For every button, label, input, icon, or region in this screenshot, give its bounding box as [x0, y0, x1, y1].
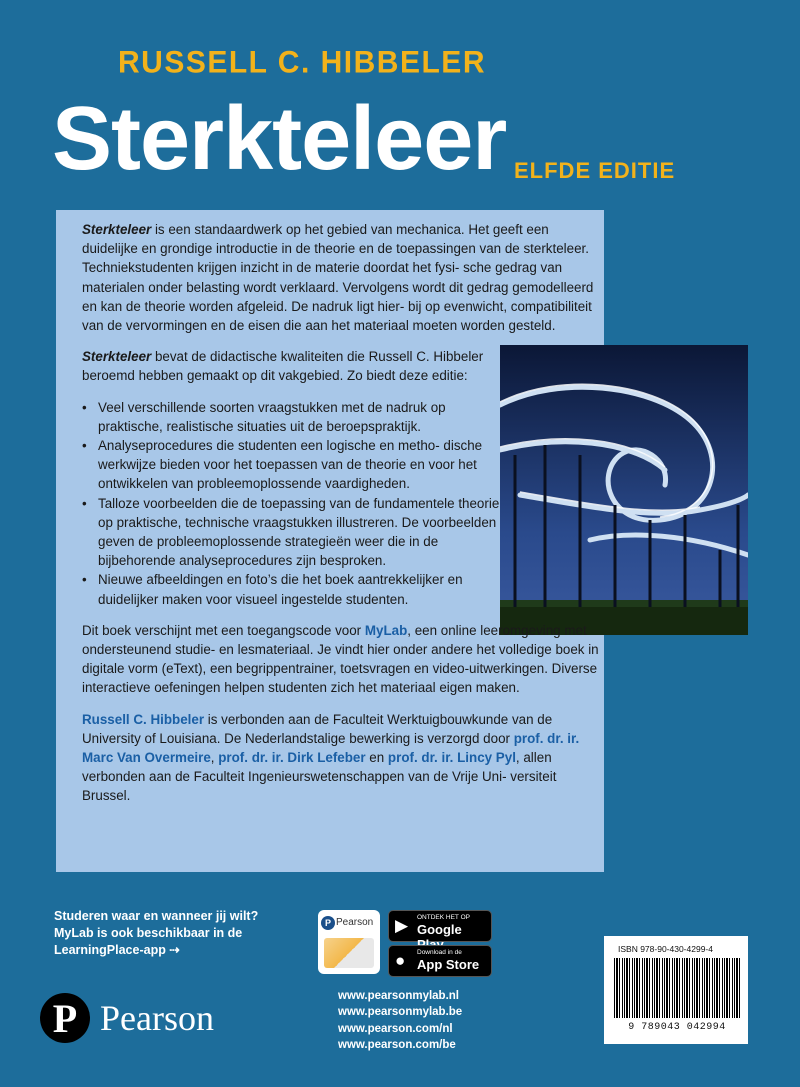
editor-name: prof. dr. ir. Dirk Lefeber — [218, 750, 366, 766]
url-link[interactable]: www.pearsonmylab.be — [338, 1006, 463, 1019]
app-store-label: App Store — [417, 957, 480, 972]
intro-paragraph — [82, 220, 602, 335]
list-item: • Analyseprocedures die studenten een logische en metho- dische werkwijze bieden voor het toepassen van de theorie en voor het ontwikkelen van probleemoplossende vaardigheden. — [82, 436, 500, 494]
app-store-small-text: Download in de — [417, 949, 462, 956]
list-item: • Veel verschillende soorten vraagstukken met de nadruk op praktische, realistische situaties uit de beroepspraktijk. — [82, 398, 500, 436]
url-link[interactable]: www.pearsonmylab.nl — [338, 990, 459, 1002]
ean-number: 9 789043 042994 — [628, 1022, 726, 1033]
isbn-label: ISBN 978-90-430-4299-4 — [618, 944, 713, 954]
list-item: • Nieuwe afbeeldingen en foto’s die het boek aantrekkelijker en duidelijker maken voor visueel ingestelde studenten. — [82, 570, 500, 608]
mylab-paragraph — [82, 621, 602, 698]
app-promo-text — [54, 908, 284, 959]
pearson-wordmark: Pearson — [100, 998, 214, 1038]
url-link[interactable]: www.pearson.com/be — [338, 1039, 456, 1052]
separator: en — [365, 750, 388, 766]
mylab-text-a: Dit boek verschijnt met een toegangscode voor — [82, 622, 365, 638]
map-icon — [324, 938, 374, 968]
barcode-bars — [614, 958, 740, 1018]
apple-icon: ● — [395, 951, 406, 970]
promo-line: Studeren waar en wanneer jij wilt? — [54, 909, 259, 923]
barcode-block — [604, 936, 748, 1044]
title-mention: Sterkteleer — [82, 349, 152, 365]
authors-text-b: , allen verbonden aan de Faculteit Ingenieurswetenschappen van de Vrije Uni- versiteit Brussel. — [82, 750, 557, 804]
google-play-small-text: ONTDEK HET OP — [417, 914, 470, 921]
list-item: • Talloze voorbeelden die de toepassing van de fundamentele theorie op praktische, technische vraagstukken illustreren. De voorbeelden geven de probleemoplossende strategieën weer die in de bijbehorende analyseprocedures zijn besproken. — [82, 494, 500, 571]
author-name: RUSSELL C. HIBBELER — [118, 45, 486, 80]
authors-paragraph — [82, 710, 602, 806]
promo-line: MyLab is ook beschikbaar in de — [54, 926, 243, 940]
mylab-text-b: , een online leeromgeving met ondersteunend studie- en lesmateriaal. Je vindt hier onder andere het volledige boek in digitale vorm (eText), een begrippentrainer, toetsvragen en video-uitwerkingen. Diverse interactieve oefeningen helpen studenten zich het materiaal eigen maken. — [82, 622, 599, 696]
separator: , — [210, 750, 219, 766]
play-store-icon: ▶ — [395, 916, 409, 935]
author-mention: Russell C. Hibbeler — [82, 711, 205, 727]
mylab-link: MyLab — [364, 622, 408, 638]
url-link[interactable]: www.pearson.com/nl — [338, 1022, 453, 1035]
book-title: Sterkteleer — [52, 89, 507, 189]
google-play-badge[interactable] — [388, 910, 492, 942]
pearson-logo-icon: P — [40, 993, 90, 1043]
pearson-logo — [40, 990, 214, 1046]
title-mention: Sterkteleer — [82, 222, 152, 237]
intro-text: is een standaardwerk op het gebied van mechanica. Het geeft een duidelijke en grondige introductie in de theorie en de toepassingen van de sterkteleer. Techniekstudenten krijgen inzicht in de materie doordat het fysi- sche gedrag van materialen onder belasting wordt verklaard. Vervolgens wordt dit gedrag gemodelleerd en kan de theorie worden afgeleid. De nadruk ligt hier- bij op evenwicht, compatibiliteit van de vervormingen en de eisen die aan het materiaal moeten worden gesteld. — [82, 222, 594, 334]
learningplace-app-icon[interactable] — [318, 910, 380, 974]
promo-line: LearningPlace-app ⇢ — [54, 943, 180, 957]
url-list — [338, 988, 462, 1054]
blurb-text — [82, 220, 602, 818]
app-store-badge[interactable] — [388, 945, 492, 977]
edition-label: ELFDE EDITIE — [514, 158, 676, 183]
google-play-label: Google — [417, 922, 462, 937]
app-tile-label: Pearson — [336, 917, 374, 928]
editor-name: prof. dr. ir. Marc Van Overmeire — [82, 730, 580, 766]
authors-text-a: is verbonden aan de Faculteit Werktuigbouwkunde van de University of Louisiana. De Nederlandstalige bewerking is verzorgd door — [82, 711, 553, 746]
features-list — [82, 398, 602, 609]
editor-name: prof. dr. ir. Lincy Pyl — [387, 750, 516, 766]
pearson-p-icon: P — [321, 916, 335, 930]
qualities-paragraph — [82, 347, 492, 385]
qualities-text: bevat de didactische kwaliteiten die Russell C. Hibbeler beroemd hebben gemaakt op dit vakgebied. Zo biedt deze editie: — [82, 349, 484, 384]
